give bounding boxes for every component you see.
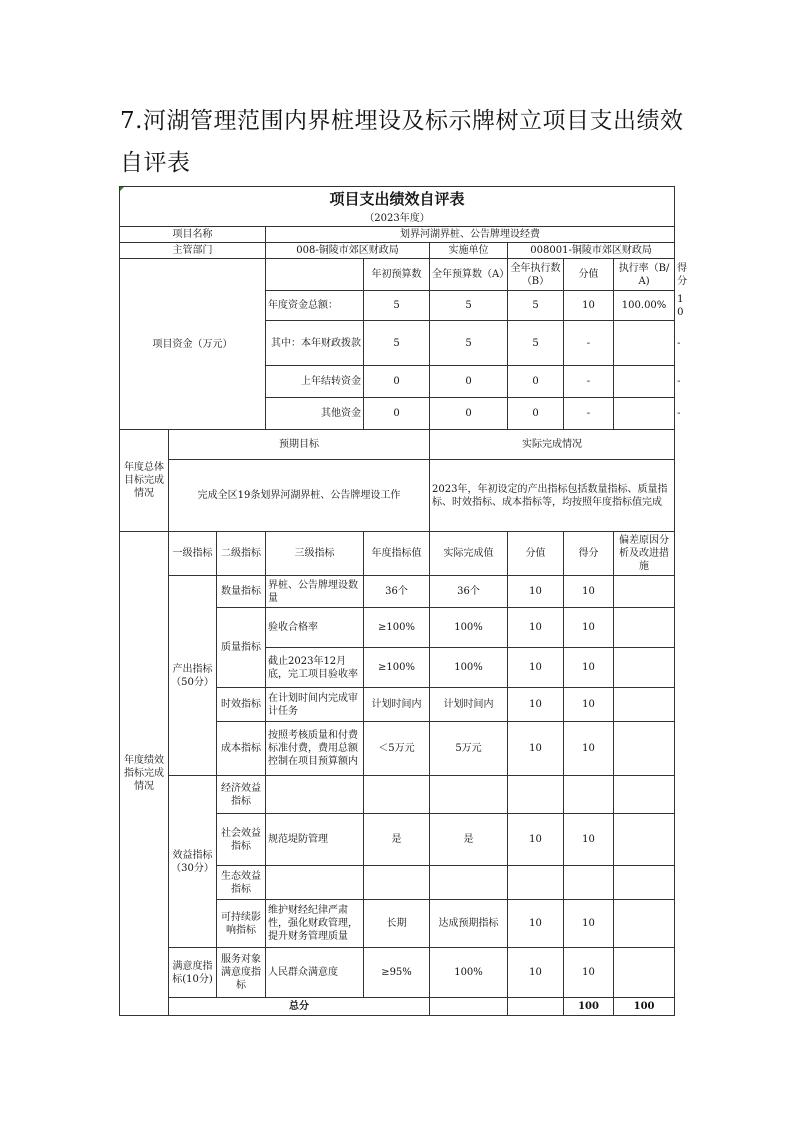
indicator-target: ≥95% <box>364 948 430 998</box>
indicator-note <box>614 776 675 814</box>
fund-cell <box>614 398 675 430</box>
indicator-got: 10 <box>564 722 614 776</box>
indicator-got: 10 <box>564 648 614 688</box>
indicator-score <box>508 866 564 900</box>
perf-header: 偏差原因分析及改进措施 <box>614 532 675 576</box>
expected-label: 预期目标 <box>169 430 430 460</box>
indicator-actual: 是 <box>430 814 508 866</box>
fund-cell: 0 <box>364 398 430 430</box>
indicator-note <box>614 948 675 998</box>
fund-cell: 5 <box>364 291 430 321</box>
fund-cell <box>614 366 675 398</box>
table-year: （2023年度） <box>120 211 675 227</box>
indicator-score <box>508 776 564 814</box>
indicator-note <box>614 900 675 948</box>
goal-label: 年度总体目标完成情况 <box>120 430 169 532</box>
actual-label: 实际完成情况 <box>430 430 675 460</box>
indicator-note <box>614 814 675 866</box>
perf-header: 分值 <box>508 532 564 576</box>
indicator-score: 10 <box>508 688 564 722</box>
fund-cell: 5 <box>430 321 508 366</box>
fund-row-label: 上年结转资金 <box>266 366 364 398</box>
fund-cell: - <box>564 321 614 366</box>
dept-label: 主管部门 <box>120 243 266 259</box>
fund-cell: 0 <box>430 398 508 430</box>
total-label: 总分 <box>169 998 430 1016</box>
indicator-target: 36个 <box>364 576 430 608</box>
indicator-note <box>614 688 675 722</box>
fund-cell: 5 <box>364 321 430 366</box>
indicator-actual: 100% <box>430 608 508 648</box>
perf-header: 一级指标 <box>169 532 217 576</box>
fund-cell: 0 <box>364 366 430 398</box>
indicator-name: 按照考核质量和付费标准付费，费用总额控制在项目预算额内 <box>266 722 364 776</box>
indicator-actual: 5万元 <box>430 722 508 776</box>
indicator-got <box>564 866 614 900</box>
impl-label: 实施单位 <box>430 243 508 259</box>
indicator-score: 10 <box>508 900 564 948</box>
fund-row-label: 年度资金总额： <box>266 291 364 321</box>
perf-label: 年度绩效指标完成情况 <box>120 532 169 1016</box>
fund-cell: 10 <box>564 291 614 321</box>
indicator-name <box>266 776 364 814</box>
fund-header: 分值 <box>564 259 614 291</box>
indicator-target: ≥100% <box>364 608 430 648</box>
fund-cell: - <box>564 366 614 398</box>
indicator-name: 在计划时间内完成审计任务 <box>266 688 364 722</box>
indicator-score: 10 <box>508 948 564 998</box>
benefit-label: 效益指标（30分） <box>169 776 217 948</box>
fund-row-label: 其中：本年财政拨款 <box>266 321 364 366</box>
indicator-note <box>614 866 675 900</box>
total-blank <box>430 998 508 1016</box>
perf-header: 实际完成值 <box>430 532 508 576</box>
cat-service: 服务对象满意度指标 <box>217 948 266 998</box>
indicator-target <box>364 776 430 814</box>
fund-header: 全年预算数（A） <box>430 259 508 291</box>
fund-label: 项目资金（万元） <box>120 259 266 430</box>
indicator-score: 10 <box>508 648 564 688</box>
fund-cell: 5 <box>508 321 564 366</box>
indicator-name <box>266 866 364 900</box>
actual-text: 2023年，年初设定的产出指标包括数量指标、质量指标、时效指标、成本指标等，均按照年度指标值完成 <box>430 460 675 532</box>
fund-cell: 5 <box>430 291 508 321</box>
fund-cell: 0 <box>508 398 564 430</box>
fund-cell: 0 <box>508 366 564 398</box>
indicator-note <box>614 576 675 608</box>
expected-text: 完成全区19条划界河湖界桩、公告牌埋设工作 <box>169 460 430 532</box>
indicator-target: 计划时间内 <box>364 688 430 722</box>
indicator-actual: 100% <box>430 948 508 998</box>
fund-header: 全年执行数（B） <box>508 259 564 291</box>
perf-header: 得分 <box>564 532 614 576</box>
dept-value: 008-铜陵市郊区财政局 <box>266 243 430 259</box>
total-score: 100 <box>564 998 614 1016</box>
cat-time: 时效指标 <box>217 688 266 722</box>
indicator-name: 维护财经纪律严肃性，强化财政管理，提升财务管理质量 <box>266 900 364 948</box>
cat-quality: 质量指标 <box>217 608 266 688</box>
fund-cell <box>614 321 675 366</box>
cat-eco: 生态效益指标 <box>217 866 266 900</box>
fund-cell: 100.00% <box>614 291 675 321</box>
total-got: 100 <box>614 998 675 1016</box>
fund-cell: 0 <box>430 366 508 398</box>
fund-cell: 5 <box>508 291 564 321</box>
output-label: 产出指标（50分） <box>169 576 217 776</box>
indicator-actual: 计划时间内 <box>430 688 508 722</box>
indicator-actual: 达成预期指标 <box>430 900 508 948</box>
impl-value: 008001-铜陵市郊区财政局 <box>508 243 675 259</box>
indicator-note <box>614 608 675 648</box>
indicator-score: 10 <box>508 814 564 866</box>
cat-cost: 成本指标 <box>217 722 266 776</box>
indicator-score: 10 <box>508 722 564 776</box>
fund-row-label: 其他资金 <box>266 398 364 430</box>
indicator-got: 10 <box>564 900 614 948</box>
indicator-actual: 100% <box>430 648 508 688</box>
indicator-note <box>614 648 675 688</box>
cat-sustain: 可持续影响指标 <box>217 900 266 948</box>
indicator-target: 是 <box>364 814 430 866</box>
cat-econ: 经济效益指标 <box>217 776 266 814</box>
indicator-got: 10 <box>564 576 614 608</box>
indicator-target: 长期 <box>364 900 430 948</box>
indicator-target: ＜5万元 <box>364 722 430 776</box>
indicator-name: 截止2023年12月底，完工项目验收率 <box>266 648 364 688</box>
indicator-got: 10 <box>564 608 614 648</box>
indicator-actual <box>430 776 508 814</box>
cat-social: 社会效益指标 <box>217 814 266 866</box>
fund-header: 年初预算数 <box>364 259 430 291</box>
indicator-name: 规范堤防管理 <box>266 814 364 866</box>
fund-header: 执行率（B/A) <box>614 259 675 291</box>
indicator-note <box>614 722 675 776</box>
fund-cell: - <box>564 398 614 430</box>
project-name-value: 划界河湖界桩、公告牌埋设经费 <box>266 227 675 243</box>
indicator-name: 人民群众满意度 <box>266 948 364 998</box>
indicator-target <box>364 866 430 900</box>
indicator-actual: 36个 <box>430 576 508 608</box>
indicator-name: 界桩、公告牌埋设数量 <box>266 576 364 608</box>
indicator-got: 10 <box>564 948 614 998</box>
indicator-got <box>564 776 614 814</box>
indicator-actual <box>430 866 508 900</box>
indicator-score: 10 <box>508 608 564 648</box>
total-blank <box>508 998 564 1016</box>
indicator-score: 10 <box>508 576 564 608</box>
indicator-target: ≥100% <box>364 648 430 688</box>
table-title: 项目支出绩效自评表 <box>120 187 675 212</box>
indicator-name: 验收合格率 <box>266 608 364 648</box>
satis-label: 满意度指标(10分) <box>169 948 217 998</box>
perf-header: 年度指标值 <box>364 532 430 576</box>
indicator-got: 10 <box>564 814 614 866</box>
cat-quantity: 数量指标 <box>217 576 266 608</box>
fund-header-blank <box>266 259 364 291</box>
perf-header: 二级指标 <box>217 532 266 576</box>
performance-table: 项目支出绩效自评表 （2023年度） 项目名称 划界河湖界桩、公告牌埋设经费 主管部门 008-铜陵市郊区财政局 实施单位 008001-铜陵市郊区财政局 项目资金（万元） 年初预算数 全年预算数（A） 全年执行数（B） 分值 执行率（B/A) 得分 年度资金总额： 5 5 5 10 100.00% 10 其中：本年财政拨款 5 5 5 - - 上年结转资金 0 0 0 - - 其他资金 0 0 0 - - 年度总体目标完成情况 预期目标 实际完成情况 完成全区19条划界河湖界桩、公告牌埋设工作 2023年，年初设定的产出指标包括数量指标、质量指标、时效指标、成本指标等，均按照年度指标值完成 年度绩效指标完成情况 一级指标 二级指标 三级指标 年度指标值 实际完成值 分值 得分 偏差原因分析及改进措施 产出指标（50分） 数量指标 界桩、公告牌埋设数量 36个 36个 10 10 质量指标 验收合格率 ≥100% 100% 10 10 截止2023年12月底，完工项目验收率 ≥100% 100% 10 10 时效指标 在计划时间内完成审计任务 计划时间内 计划时间内 10 10 成本指标 按照考核质量和付费标准付费，费用总额控制在项目预算额内 ＜5万元 5万元 10 10 效益指标（30分） 经济效益指标 社会效益指标 规范堤防管理 是 是 10 10 生态效益指标 可持续影响指标 维护财经纪律严肃性，强化财政管理，提升财务管理质量 长期 达成预期指标 10 10 满意度指标(10分) 服务对象满意度指标 人民群众满意度 ≥95% 100% 10 10 总分 100 100 <box>119 186 675 1016</box>
project-name-label: 项目名称 <box>120 227 266 243</box>
indicator-got: 10 <box>564 688 614 722</box>
perf-header: 三级指标 <box>266 532 364 576</box>
page-heading: 7.河湖管理范围内界桩埋设及标示牌树立项目支出绩效自评表 <box>120 108 684 176</box>
